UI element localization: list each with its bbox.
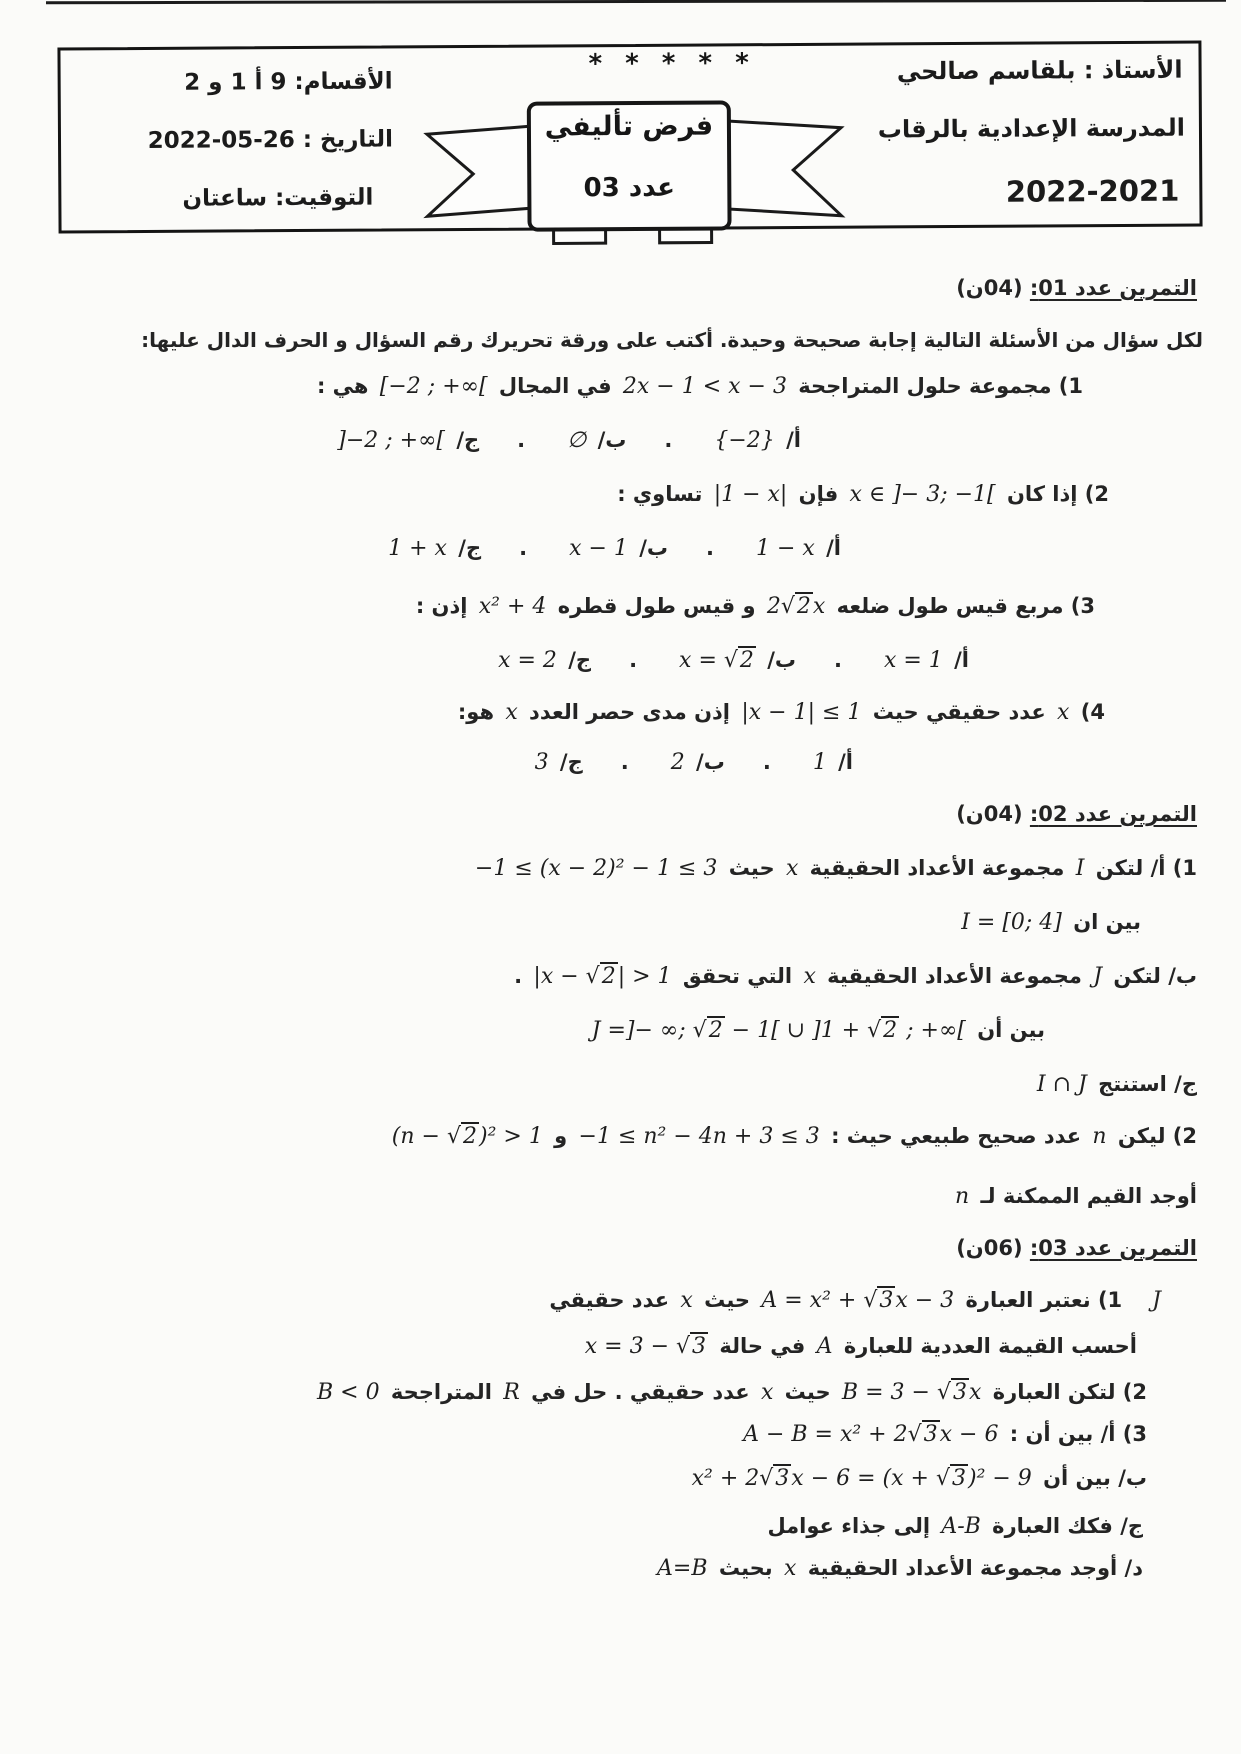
math-expression: x = √2 [679,648,754,673]
math-expression: [−2 ; +∞[ [379,374,488,399]
math-expression: A-B [941,1514,981,1539]
date-label: التاريخ : [302,126,394,153]
math-expression: x² + 4 [478,594,547,619]
ex2-q2 [388,1124,1197,1149]
math-expression: n [955,1184,970,1209]
arabic-text: عدد حقيقي [549,1288,677,1312]
math-expression: n [1092,1124,1107,1149]
arabic-text: عدد حقيقي . حل في [523,1380,757,1404]
math-expression: J =]− ∞; √2 − 1[ ∪ ]1 + √2 ; +∞[ [591,1018,966,1043]
math-expression: 1 [812,750,827,775]
math-expression: I = [0; 4] [961,910,1062,935]
math-expression: x − 1 [569,536,628,561]
arabic-text: التمرين عدد 02: [1029,802,1197,826]
arabic-text: 1) مجموعة حلول المتراجحة [790,374,1083,398]
arabic-text: أ/ [818,536,841,560]
arabic-text: التي تحقق [675,964,800,988]
math-expression: −1 ≤ (x − 2)² − 1 ≤ 3 [474,856,718,881]
arabic-text: عدد حقيقي حيث [865,700,1054,724]
math-expression: 1 + x [388,536,447,561]
answer-separator: . [519,536,528,560]
math-expression: |1 − x| [713,482,788,507]
arabic-text: أوجد القيم الممكنة لـ [973,1184,1197,1208]
math-expression: 2√2x [766,594,826,619]
math-expression: x [760,1380,774,1405]
question-2 [617,482,1109,507]
math-expression: x [505,700,518,725]
ex2-q2-find [951,1184,1197,1209]
arabic-text: هي : [316,374,376,398]
math-expression: x [803,964,816,989]
math-expression: I ∩ J [1036,1072,1087,1097]
arabic-text: أ/ [778,428,801,452]
arabic-text: مجموعة الأعداد الحقيقية [802,856,1072,880]
arabic-text: بين أن [969,1018,1045,1042]
arabic-text: 2) إذا كان [999,482,1109,506]
arabic-text: ب/ [590,428,627,452]
arabic-text: ب/ بين أن [1035,1466,1147,1490]
ex2-q1a-show [957,910,1141,935]
arabic-text: (04ن) [956,802,1030,826]
arabic-text: هو: [457,700,502,724]
math-expression: x ∈ ]− 3; −1[ [849,482,996,507]
math-expression: B < 0 [316,1380,380,1405]
answer-separator: . [629,648,638,672]
arabic-text: (04ن) [956,276,1030,300]
teacher-name: الأستاذ : بلقاسم صالحي [896,55,1183,86]
arabic-text: التمرين عدد 01: [1029,276,1197,300]
question-3-answers [494,648,969,673]
arabic-text: ج/ [450,536,482,560]
arabic-text: لكل سؤال من الأسئلة التالية إجابة صحيحة وحيدة. أكتب على ورقة تحريرك رقم السؤال و الحرف الدال عليها: [141,328,1203,352]
radical: √3 [759,1466,790,1491]
math-expression: I [1075,856,1085,881]
math-expression: x = 2 [498,648,557,673]
math-expression: J [1093,964,1103,989]
radical: √2 [446,1124,477,1149]
exercise2-title [956,802,1197,826]
exercise1-title [956,276,1197,300]
school-name: المدرسة الإعدادية بالرقاب [877,113,1186,144]
question-3 [416,594,1095,619]
ribbon-right-tail [719,120,842,217]
radical: √2 [780,594,811,619]
arabic-text: حيث [777,1380,838,1404]
classes-label: الأقسام: 9 أ 1 و 2 [184,68,393,96]
exercise3-title [956,1236,1197,1260]
math-expression: 1 − x [755,536,815,561]
arabic-text: حيث [696,1288,758,1312]
math-expression: x = 1 [883,648,943,673]
arabic-text: أ/ [830,750,853,774]
answer-separator: . [834,648,842,672]
question-2-answers [384,536,841,561]
arabic-text: 4) [1073,700,1105,724]
answer-separator: . [517,428,526,452]
arabic-text: ج/ [560,648,592,672]
math-expression: x² + 2√3x − 6 = (x + √3)² − 9 [691,1466,1032,1491]
radical: √3 [907,1422,938,1447]
math-expression: 2x − 1 < x − 3 [622,374,787,399]
math-expression: ∅ [567,428,587,453]
arabic-text: ج/ فكك العبارة [984,1514,1143,1538]
school-year: 2022-2021 [1005,173,1180,209]
math-expression: R [503,1380,520,1405]
arabic-text: إذن مدى حصر العدد [521,700,738,724]
header-box [57,41,1202,234]
arabic-text: ب/ [688,750,725,774]
arabic-text: 1) أ/ لتكن [1088,856,1197,880]
ex2-q1b [514,964,1197,989]
radical: √3 [676,1334,707,1359]
ex3-q3b [688,1466,1147,1491]
ex3-q1 [549,1288,1161,1313]
ex2-q1c [1033,1072,1197,1097]
date-value: 2022-05-26 [147,127,295,154]
stars-decoration: * * * * * [588,48,756,80]
arabic-text: 3) مربع قيس طول ضلعه [829,594,1095,618]
math-expression: −1 ≤ n² − 4n + 3 ≤ 3 [578,1124,820,1149]
ex3-q3c [767,1514,1143,1539]
arabic-text: ج/ [449,428,480,452]
question-1-answers [333,428,801,453]
stray-scan-mark: J [1152,1288,1161,1313]
arabic-text: إذن : [415,594,475,618]
arabic-text: و [546,1124,575,1148]
math-expression: A − B = x² + 2√3x − 6 [743,1422,999,1447]
arabic-text: د/ أوجد مجموعة الأعداد الحقيقية [800,1556,1143,1580]
ex3-q1-compute [581,1334,1137,1359]
radical: √2 [723,648,754,673]
ex2-q1b-show [588,1018,1045,1043]
answer-separator: . [706,536,714,560]
math-expression: 2 [670,750,685,775]
arabic-text: 2) ليكن [1110,1124,1197,1148]
radical: √2 [867,1018,898,1043]
arabic-text: ب/ [759,648,796,672]
exam-duration: التوقيت: ساعتان [182,184,374,212]
answer-separator: . [664,428,673,452]
arabic-text: 3) أ/ بين أن : [1002,1422,1147,1446]
math-expression: |x − 1| ≤ 1 [741,700,862,725]
arabic-text: ج/ استنتج [1090,1072,1197,1096]
arabic-text: . [514,964,530,988]
math-expression: |x − √2| > 1 [533,964,672,989]
math-expression: B = 3 − √3x [841,1380,982,1405]
math-expression: x [783,1556,797,1581]
arabic-text: 2) لتكن العبارة [985,1380,1147,1404]
answer-separator: . [762,750,771,774]
question-1 [317,374,1083,399]
math-expression: A=B [657,1556,708,1581]
arabic-text: فإن [791,482,846,506]
ex3-q3d [653,1556,1143,1581]
radical: √2 [585,964,616,989]
arabic-text: تساوي : [617,482,710,506]
math-expression: A = x² + √3x − 3 [761,1288,955,1313]
radical: √3 [863,1288,894,1313]
ex3-q3a [739,1422,1147,1447]
arabic-text: ج/ [552,750,583,774]
arabic-text: (06ن) [956,1236,1030,1260]
arabic-text: أحسب القيمة العددية للعبارة [836,1334,1137,1358]
arabic-text: بين ان [1065,910,1141,934]
question-4-answers [531,750,853,775]
arabic-text: التمرين عدد 03: [1029,1236,1197,1260]
math-expression: x = 3 − √3 [584,1334,707,1359]
banner-number: عدد 03 [583,172,676,204]
ex3-q2 [313,1380,1147,1405]
banner-title: فرض تأليفي [544,110,714,143]
arabic-text: في حالة [712,1334,813,1358]
arabic-text: و قيس طول قطره [550,594,763,618]
arabic-text: عدد صحيح طبيعي حيث : [823,1124,1089,1148]
ribbon-banner [60,44,1197,261]
math-expression: x [785,856,799,881]
scan-edge-line [46,0,1226,4]
math-expression: {−2} [714,428,775,453]
question-4 [458,700,1105,725]
arabic-text: مجموعة الأعداد الحقيقية [819,964,1090,988]
arabic-text: حيث [721,856,782,880]
radical: √3 [935,1466,966,1491]
arabic-text: أ/ [946,648,969,672]
arabic-text: إلى جذاء عوامل [767,1514,938,1538]
math-expression: A [816,1334,833,1359]
math-expression: x [680,1288,693,1313]
radical: √3 [936,1380,967,1405]
arabic-text: ب/ [631,536,668,560]
ribbon-left-tail [427,126,540,217]
arabic-text: في المجال [491,374,619,398]
arabic-text: بحيث [711,1556,780,1580]
arabic-text: 1) نعتبر العبارة [958,1288,1123,1312]
radical: √2 [692,1018,723,1043]
mcq-instructions [141,328,1203,352]
arabic-text: المتراجحة [383,1380,500,1404]
math-expression: 3 [534,750,549,775]
math-expression: x [1057,700,1070,725]
math-expression: (n − √2)² > 1 [391,1124,543,1149]
math-expression: ]−2 ; +∞[ [337,428,446,453]
ex2-q1a [471,856,1197,881]
answer-separator: . [620,750,629,774]
arabic-text: ب/ لتكن [1106,964,1197,988]
